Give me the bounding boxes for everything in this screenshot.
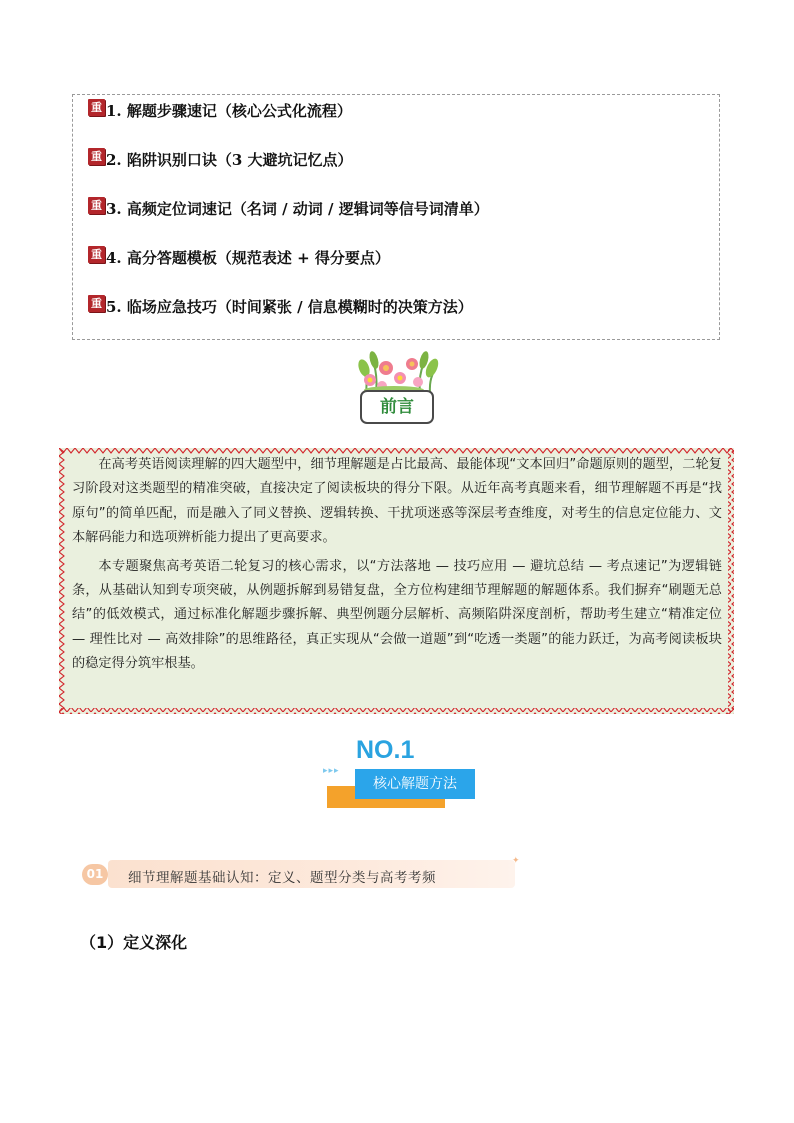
arrows-icon: ▸▸▸ bbox=[323, 766, 340, 776]
toc-item bbox=[88, 198, 489, 218]
toc-item-text: 3. 高频定位词速记（名词 / 动词 / 逻辑词等信号词清单） bbox=[106, 199, 489, 218]
section-number-heading: NO.1 bbox=[356, 736, 415, 764]
sparkle-icon: ✦ bbox=[512, 856, 520, 866]
toc-item-text: 4. 高分答题模板（规范表述 + 得分要点） bbox=[106, 248, 390, 267]
flower-decoration-icon bbox=[356, 348, 440, 394]
toc-item bbox=[88, 100, 352, 120]
preface-paragraph: 本专题聚焦高考英语二轮复习的核心需求，以“方法落地 — 技巧应用 — 避坑总结 — 考点速记”为逻辑链条，从基础认知到专项突破，从例题拆解到易错复盘，全方位构建细节理解题的解题体系。我们摒弃“刷题无总结”的低效模式，通过标准化解题步骤拆解、典型例题分层解析、高频陷阱深度剖析，帮助考生建立“精准定位 — 理性比对 — 高效排除”的思维路径，真正实现从“会做一道题”到“吃透一类题”的能力跃迁，为高考阅读板块的稳定得分筑牢根基。 bbox=[72, 558, 722, 672]
toc-item-text: 1. 解题步骤速记（核心公式化流程） bbox=[106, 101, 352, 120]
toc-item bbox=[88, 247, 390, 267]
key-point-badge: 重 bbox=[88, 148, 105, 165]
toc-item bbox=[88, 296, 473, 316]
subheading: （1）定义深化 bbox=[80, 933, 188, 952]
toc-item-text: 2. 陷阱识别口诀（3 大避坑记忆点） bbox=[106, 150, 353, 169]
preface-title: 前言 bbox=[360, 390, 434, 424]
section-title: 细节理解题基础认知：定义、题型分类与高考考频 bbox=[128, 870, 436, 886]
preface-paragraph: 在高考英语阅读理解的四大题型中，细节理解题是占比最高、最能体现“文本回归”命题原则的题型，二轮复习阶段对这类题型的精准突破，直接决定了阅读板块的得分下限。从近年高考真题来看，细节理解题不再是“找原句”的简单匹配，而是融入了同义替换、逻辑转换、干扰项迷惑等深层考查维度，对考生的信息定位能力、文本解码能力和选项辨析能力提出了更高要求。 bbox=[72, 457, 722, 546]
key-point-badge: 重 bbox=[88, 246, 105, 263]
toc-item-text: 5. 临场应急技巧（时间紧张 / 信息模糊时的决策方法） bbox=[106, 297, 473, 316]
toc-item bbox=[88, 149, 353, 169]
key-point-badge: 重 bbox=[88, 99, 105, 116]
key-point-badge: 重 bbox=[88, 197, 105, 214]
key-point-badge: 重 bbox=[88, 295, 105, 312]
section-number-badge: 01 bbox=[82, 864, 108, 885]
preface-text bbox=[72, 453, 722, 681]
section-label: 核心解题方法 bbox=[355, 769, 475, 799]
